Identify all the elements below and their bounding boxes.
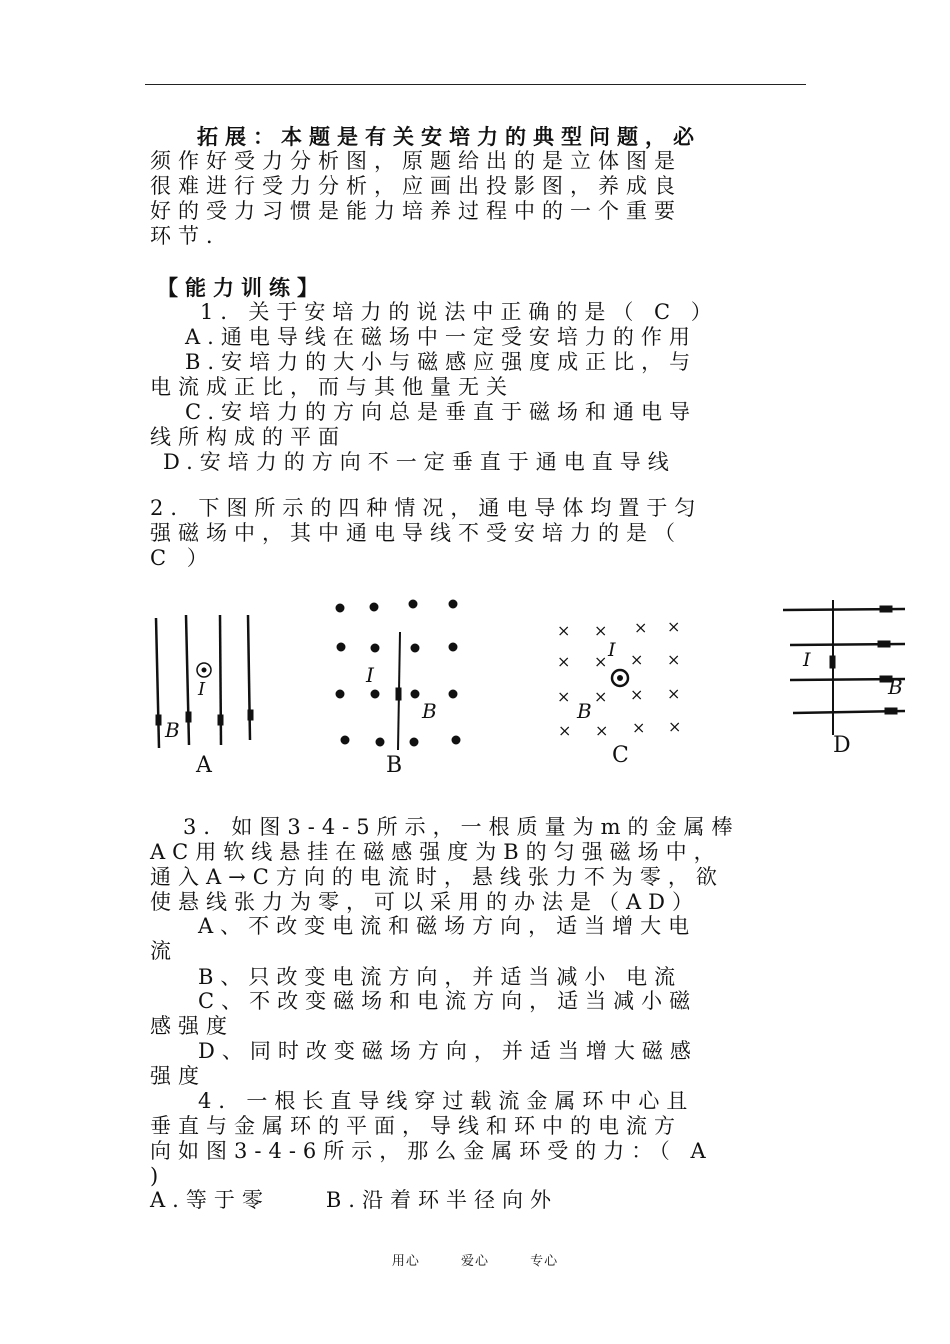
fig-a-caption: A: [196, 753, 212, 778]
section-title: 【能力训练】: [157, 275, 325, 300]
footer-item: 爱心: [460, 1254, 489, 1269]
q3-option-a-line-2: 流: [150, 939, 178, 963]
svg-text:×: ×: [595, 721, 609, 740]
q4-line-1: 4．一根长直导线穿过载流金属环中心且: [198, 1089, 695, 1113]
svg-text:×: ×: [557, 652, 571, 671]
page-footer: [0, 1250, 950, 1269]
svg-text:×: ×: [630, 650, 644, 669]
intro-line-1: 拓展：本题是有关安培力的典型问题，必: [197, 124, 701, 149]
svg-text:×: ×: [558, 721, 572, 740]
q1-line-4: 电流成正比，而与其他量无关: [150, 375, 514, 399]
fig-b-current-label: I: [366, 663, 374, 687]
svg-text:×: ×: [634, 618, 648, 637]
svg-text:×: ×: [667, 617, 681, 636]
figures-row: [140, 590, 940, 790]
q1-line-3: B.安培力的大小与磁感应强度成正比，与: [185, 350, 698, 374]
figure-d: [783, 600, 905, 758]
fig-a-current-label: I: [198, 679, 206, 700]
svg-text:×: ×: [667, 650, 681, 669]
fig-b-caption: B: [386, 753, 403, 778]
figure-b: [336, 600, 460, 778]
fig-d-current-label: I: [803, 649, 811, 671]
footer-item: 用心: [391, 1254, 420, 1269]
q4-line-2: 垂直与金属环的平面，导线和环中的电流方: [150, 1114, 682, 1138]
svg-text:×: ×: [594, 652, 608, 671]
svg-text:×: ×: [594, 621, 608, 640]
svg-text:×: ×: [630, 685, 644, 704]
fig-c-field-label: B: [577, 699, 592, 723]
fig-d-caption: D: [833, 733, 851, 758]
intro-line-5: 环节．: [150, 224, 234, 248]
svg-text:×: ×: [667, 684, 681, 703]
q2-line-3: C ）: [150, 546, 215, 570]
q1-line-5: C.安培力的方向总是垂直于磁场和通电导: [185, 400, 697, 424]
q1-line-6: 线所构成的平面: [150, 425, 346, 449]
fig-a-field-label: B: [165, 718, 180, 742]
fig-c-caption: C: [612, 743, 629, 768]
q2-line-2: 强磁场中，其中通电导线不受安培力的是（: [150, 521, 682, 545]
svg-text:×: ×: [668, 717, 682, 736]
q3-line-4: 使悬线张力为零，可以采用的办法是（AD）: [150, 890, 701, 914]
q4-line-3: 向如图3-4-6所示，那么金属环受的力：（ A: [150, 1139, 713, 1163]
q1-line-1: 1．关于安培力的说法中正确的是（ C ）: [200, 300, 719, 324]
fig-c-current-label: I: [608, 639, 616, 661]
fig-d-field-label: B: [888, 675, 903, 699]
fig-b-field-label: B: [422, 699, 437, 723]
q3-option-b: B、只改变电流方向，并适当减小 电流: [198, 965, 683, 989]
q1-line-7: D.安培力的方向不一定垂直于通电直导线: [163, 450, 676, 474]
q4-line-4: ): [150, 1164, 166, 1188]
intro-line-2: 须作好受力分析图，原题给出的是立体图是: [150, 149, 682, 173]
q3-option-c-line-2: 感强度: [150, 1014, 234, 1038]
intro-line-4: 好的受力习惯是能力培养过程中的一个重要: [150, 199, 682, 223]
svg-text:×: ×: [557, 621, 571, 640]
figure-c: [557, 617, 681, 768]
q3-option-a-line-1: A、不改变电流和磁场方向，适当增大电: [198, 914, 697, 938]
q3-line-3: 通入A→C方向的电流时，悬线张力不为零，欲: [150, 865, 724, 889]
intro-line-3: 很难进行受力分析，应画出投影图，养成良: [150, 174, 682, 198]
footer-item: 专心: [530, 1254, 559, 1269]
q3-line-1: 3．如图3-4-5所示，一根质量为m的金属棒: [183, 815, 740, 839]
figure-a: [156, 615, 253, 778]
q3-option-c-line-1: C、不改变磁场和电流方向，适当减小磁: [198, 989, 698, 1013]
q4-options: A.等于零 B.沿着环半径向外: [150, 1188, 558, 1212]
svg-text:×: ×: [594, 687, 608, 706]
svg-text:×: ×: [632, 718, 646, 737]
q1-line-2: A.通电导线在磁场中一定受安培力的作用: [185, 325, 697, 349]
q3-line-2: AC用软线悬挂在磁感强度为B的匀强磁场中，: [150, 840, 722, 864]
svg-text:×: ×: [557, 687, 571, 706]
q2-line-1: 2．下图所示的四种情况，通电导体均置于匀: [150, 496, 703, 520]
q3-option-d-line-2: 强度: [150, 1064, 206, 1088]
q3-option-d-line-1: D、同时改变磁场方向，并适当增大磁感: [198, 1039, 698, 1063]
header-rule: [145, 84, 806, 85]
